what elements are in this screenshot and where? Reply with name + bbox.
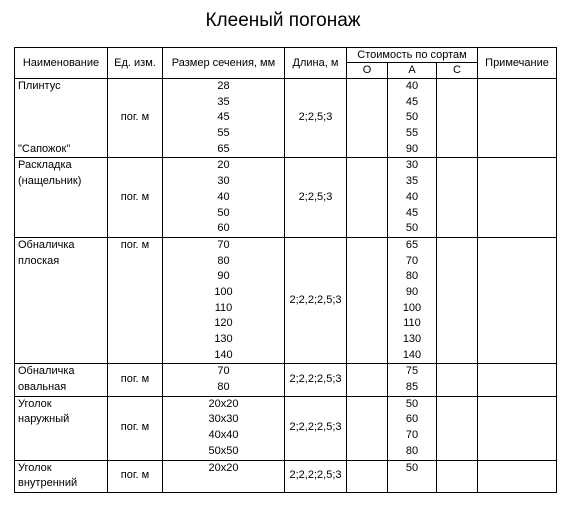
header-name: Наименование (15, 48, 108, 79)
product-name-line: овальная (18, 381, 67, 394)
price-a-value: 60 (405, 413, 419, 426)
price-a-value: 35 (405, 175, 419, 188)
price-a-value: 45 (405, 206, 419, 219)
price-o-cell (347, 79, 388, 158)
price-a-value: 90 (405, 142, 419, 155)
size-cell (163, 460, 285, 492)
table-body (15, 79, 557, 493)
page-title: Клееный погонаж (205, 10, 361, 31)
size-value: 80 (217, 254, 230, 267)
unit-value: пог. м (120, 238, 150, 251)
product-name-line (15, 95, 107, 111)
product-name-line (15, 110, 107, 126)
price-c-cell (437, 79, 478, 158)
note-cell (478, 79, 557, 158)
unit-value: пог. м (120, 421, 150, 434)
length-value: 2;2,2;2,5;3 (289, 293, 342, 306)
size-value: 50х50 (208, 444, 239, 457)
size-value: 130 (214, 333, 233, 345)
table-row (15, 460, 557, 492)
size-value: 100 (214, 285, 233, 298)
price-a-cell (388, 364, 437, 396)
size-value: 70 (217, 238, 230, 251)
price-o-cell (347, 158, 388, 237)
length-cell (285, 158, 347, 237)
header-note: Примечание (478, 48, 557, 79)
unit-value: пог. м (120, 190, 150, 203)
price-o-cell (347, 364, 388, 396)
product-name-line: (нащельник) (18, 175, 82, 188)
price-a-cell (388, 158, 437, 237)
header-cost: Стоимость по сортам (347, 48, 478, 63)
length-cell (285, 364, 347, 396)
product-name (15, 237, 108, 364)
size-value: 40х40 (208, 429, 239, 442)
price-c-cell (437, 396, 478, 460)
size-value: 20х20 (208, 397, 239, 410)
price-a-cell (388, 396, 437, 460)
price-a-value: 50 (405, 111, 419, 124)
product-name (15, 364, 108, 396)
header-length: Длина, м (285, 48, 347, 79)
size-value: 80 (217, 381, 230, 394)
length-cell (285, 460, 347, 492)
unit-cell (108, 396, 163, 460)
price-a-cell (388, 237, 437, 364)
price-a-value: 80 (405, 270, 419, 283)
price-a-value: 110 (403, 317, 421, 330)
size-value: 20х20 (208, 461, 239, 474)
price-a-value: 140 (402, 348, 422, 361)
price-c-cell (437, 158, 478, 237)
price-a-value: 85 (405, 381, 419, 394)
header-size: Размер сечения, мм (163, 48, 285, 79)
product-name (15, 460, 108, 492)
price-a-cell (388, 79, 437, 158)
size-value: 90 (217, 270, 230, 283)
product-name-line: Уголок (18, 461, 52, 474)
size-cell (163, 396, 285, 460)
unit-value: пог. м (120, 373, 150, 386)
size-value: 65 (217, 142, 230, 155)
size-value: 30х30 (208, 413, 239, 426)
price-c-cell (437, 364, 478, 396)
length-cell (285, 237, 347, 364)
size-cell (163, 158, 285, 237)
size-cell (163, 237, 285, 364)
product-name-line: наружный (18, 413, 70, 426)
price-a-value: 30 (405, 159, 419, 172)
size-value: 70 (217, 365, 230, 378)
length-cell (285, 79, 347, 158)
note-cell (478, 364, 557, 396)
size-value: 35 (217, 95, 230, 108)
size-value: 40 (217, 190, 230, 203)
price-a-value: 100 (402, 301, 422, 314)
price-a-value: 70 (405, 429, 419, 442)
table-row (15, 364, 557, 396)
unit-cell (108, 364, 163, 396)
unit-cell (108, 79, 163, 158)
price-a-value: 90 (405, 285, 419, 298)
length-value: 2;2,2;2,5;3 (289, 373, 342, 386)
length-value: 2;2,2;2,5;3 (289, 421, 342, 434)
length-value: 2;2,5;3 (298, 111, 333, 124)
size-value: 30 (217, 175, 230, 188)
size-value: 28 (217, 80, 230, 92)
product-name (15, 79, 108, 158)
product-name (15, 158, 108, 237)
price-a-value: 50 (405, 397, 419, 410)
table-row (15, 237, 557, 364)
table-row (15, 79, 557, 158)
product-name-line: Раскладка (18, 159, 72, 172)
price-table (14, 47, 557, 493)
size-value: 60 (217, 222, 230, 235)
product-name-line: Плинтус (18, 80, 61, 92)
product-name-line: "Сапожок" (18, 142, 71, 155)
length-value: 2;2,2;2,5;3 (289, 469, 342, 482)
price-a-value: 50 (405, 222, 419, 235)
price-a-value: 40 (405, 190, 419, 203)
product-name-line: Уголок (18, 397, 52, 410)
note-cell (478, 158, 557, 237)
header-unit: Ед. изм. (108, 48, 163, 79)
price-a-value: 75 (405, 365, 419, 378)
size-cell (163, 364, 285, 396)
size-value: 140 (214, 348, 233, 361)
unit-cell (108, 237, 163, 364)
price-a-value: 65 (405, 238, 419, 251)
table-row (15, 396, 557, 460)
size-value: 45 (217, 111, 230, 124)
product-name-line (15, 126, 107, 142)
price-a-value: 55 (405, 127, 419, 140)
unit-value: пог. м (120, 111, 150, 124)
length-cell (285, 396, 347, 460)
price-a-value: 40 (405, 80, 419, 92)
price-a-value: 50 (405, 461, 419, 474)
price-o-cell (347, 396, 388, 460)
size-value: 120 (214, 317, 233, 330)
note-cell (478, 237, 557, 364)
product-name-line: Обналичка (18, 365, 75, 378)
size-value: 50 (217, 206, 230, 219)
unit-value: пог. м (120, 469, 150, 482)
product-name-line: Обналичка (18, 238, 75, 251)
product-name-line: плоская (18, 254, 60, 267)
header-grade-c: С (437, 63, 478, 79)
price-a-value: 70 (405, 254, 419, 267)
size-value: 20 (217, 159, 230, 172)
note-cell (478, 460, 557, 492)
price-c-cell (437, 237, 478, 364)
unit-cell (108, 158, 163, 237)
price-a-value: 130 (402, 333, 422, 345)
price-o-cell (347, 460, 388, 492)
product-name (15, 396, 108, 460)
size-value: 110 (214, 301, 233, 314)
price-a-value: 45 (405, 95, 419, 108)
price-o-cell (347, 237, 388, 364)
size-value: 55 (217, 127, 230, 140)
price-c-cell (437, 460, 478, 492)
unit-cell (108, 460, 163, 492)
size-cell (163, 79, 285, 158)
note-cell (478, 396, 557, 460)
product-name-line: внутренний (18, 477, 78, 490)
table-row (15, 158, 557, 237)
header-grade-a: А (388, 63, 437, 79)
header-grade-o: О (347, 63, 388, 79)
price-a-value: 80 (405, 444, 419, 457)
price-a-cell (388, 460, 437, 492)
length-value: 2;2,5;3 (298, 190, 333, 203)
